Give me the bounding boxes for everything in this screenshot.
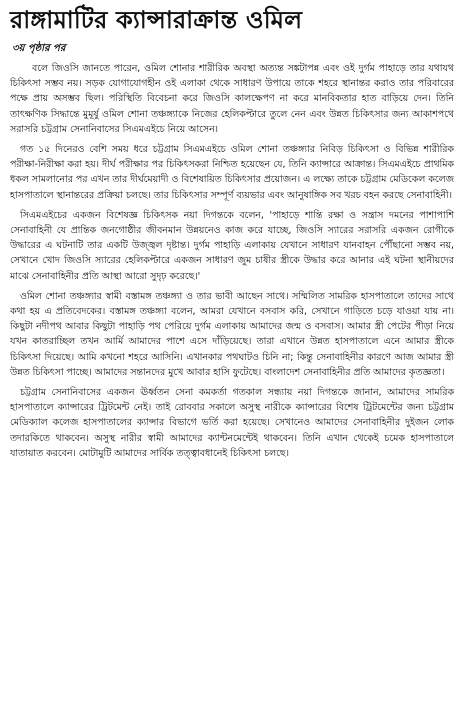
article-paragraph: ওমিল শোনা তঞ্চঙ্গ্যার স্বামী বস্তামঙ্গ তঞ্চঙ্গ্যা ও তার ভাবী আছেন সাথে। সম্মিলিত সামরিক হাসপাতালে তাদের সাথে কথা হয় এ প্রতিবেদকের। বস্তামঙ্গ তঞ্চঙ্গ্যা বলেন, আমরা যেখানে বসবাস করি, সেখানে গাড়িতে চড়ে যাওয়া যায় না। কিছুটা নদীপথ আবার কিছুটা পাহাড়ি পথ পেরিয়ে দুর্গম এলাকায় আমাদের জন্ম ও বসবাস। আমার স্ত্রী পেটের পীড়া নিয়ে যখন কাতরাচ্ছিল তখন আর্মি আমাদের পাশে এসে দাঁড়িয়েছে। তারা এখানে উন্নত হাসপাতালে এনে আমার স্ত্রীকে চিকিৎসা দিয়েছে। আমি কখনো শহরে আসিনি। এখানকার পথঘাটও চিনি না; কিন্তু সেনাবাহিনীর কারণে আজ আমার স্ত্রী উন্নত চিকিৎসা পাচ্ছে। আমাদের সন্তানদের মুখে আবার হাসি ফুটেছে। বাংলাদেশ সেনাবাহিনীর প্রতি আমাদের কৃতজ্ঞতা। [10,290,454,378]
article-paragraph: গত ১৫ দিনেরও বেশি সময় ধরে চট্টগ্রাম সিএমএইচে ওমিল শোনা তঞ্চঙ্গ্যার নিবিড় চিকিৎসা ও বিভিন্ন শারীরিক পরীক্ষা-নিরীক্ষা করা হয়। দীর্ঘ পরীক্ষার পর চিকিৎসকরা নিশ্চিত হয়েছেন যে, তিনি ক্যান্সারে আক্রান্ত। সিএমএইচে প্রাথমিক ধকল সামলানোর পর এখন তার দীর্ঘমেয়াদী ও বিশেষায়িত চিকিৎসার প্রয়োজন। এ লক্ষ্যে তাকে চট্টগ্রাম মেডিকেল কলেজ হাসপাতালে স্থানান্তরের প্রক্রিয়া চলছে। তার চিকিৎসার সম্পূর্ণ ব্যয়ভার এবং আনুষাঙ্গিক সব খরচ বহন করছে সেনাবাহিনী। [10,144,454,201]
headline: রাঙ্গামাটির ক্যান্সারাক্রান্ত ওমিল [10,6,303,34]
continued-from-label: ৩য় পৃষ্ঠার পর [12,43,66,54]
article-paragraph: চট্টগ্রাম সেনানিবাসের একজন ঊর্ধ্বতন সেনা কমকর্তা গতকাল সন্ধ্যায় নয়া দিগন্তকে জানান, আমাদের সামরিক হাসপাতালে ক্যান্সারের ট্রিটমেন্ট নেই। তাই রোববার সকালে অসুস্থ নারীকে ক্যান্সারের বিশেষ ট্রিটমেন্টের জন্য চট্টগ্রাম মেডিক্যাল কলেজ হাসপাতালের ক্যান্সার বিভাগে ভর্তি করা হয়েছে। সেখানেও আমাদের সেনাবাহিনীর দুইজন লোক তদারকিতে থাকবেন। অসুস্থ নারীর স্বামী আমাদের ক্যান্টনমেন্টেই থাকবেন। তিনি এখান থেকেই চমেক হাসপাতালে যাতায়াত করবেন। মোটামুটি আমাদের সার্বিক তত্ত্বাবধানেই চিকিৎসা চলছে। [10,387,454,459]
article-paragraph: সিএমএইচের একজন বিশেষজ্ঞ চিকিৎসক নয়া দিগন্তকে বলেন, 'পাহাড়ে শান্তি রক্ষা ও সন্ত্রাস দমনের পাশাপাশি সেনাবাহিনী যে প্রান্তিক জনগোষ্ঠীর জীবনমান উন্নয়নেও কাজ করে যাচ্ছে, জিওসি স্যারের সরাসরি একজন রোগীকে উদ্ধারের এ ঘটনাটি তার একটি উজ্জ্বল দৃষ্টান্ত। দুর্গম পাহাড়ি এলাকায় যেখানে সাধারণ যানবাহন পৌঁছানো সম্ভব নয়, সেখানে খোদ জিওসি স্যারের হেলিকপ্টারে একজন সাধারণ জুম চাষীর স্ত্রীকে উদ্ধার করে আনার এই ঘটনা স্থানীয়দের মাঝে সেনাবাহিনীর প্রতি আস্থা আরো সুদৃঢ় করেছে।' [10,209,454,282]
article-paragraph: বলে জিওসি জানতে পারেন, ওমিল শোনার শারীরিক অবস্থা অত্যন্ত সঙ্কটাপন্ন এবং ওই দুর্গম পাহাড়ে তার যথাযথ চিকিৎসা সম্ভব নয়। সড়ক যোগাযোগহীন ওই এলাকা থেকে সাধারণ উপায়ে তাকে শহরে স্থানান্তর করাও তার পরিবারের পক্ষে প্রায় অসম্ভব ছিল। পরিস্থিতি বিবেচনা করে জিওসি কালক্ষেপণ না করে মানবিকতার হাত বাড়িয়ে দেন। তিনি তাৎক্ষণিক সিদ্ধান্তে মুমূর্ষু ওমিল শোনা তঞ্চঙ্গ্যাকে নিজের হেলিকপ্টারে তুলে নেন এবং উন্নত চিকিৎসার জন্য আকাশপথে সরাসরি চট্টগ্রাম সেনানিবাসের সিএমএইচে নিয়ে আসেন। [10,63,454,135]
